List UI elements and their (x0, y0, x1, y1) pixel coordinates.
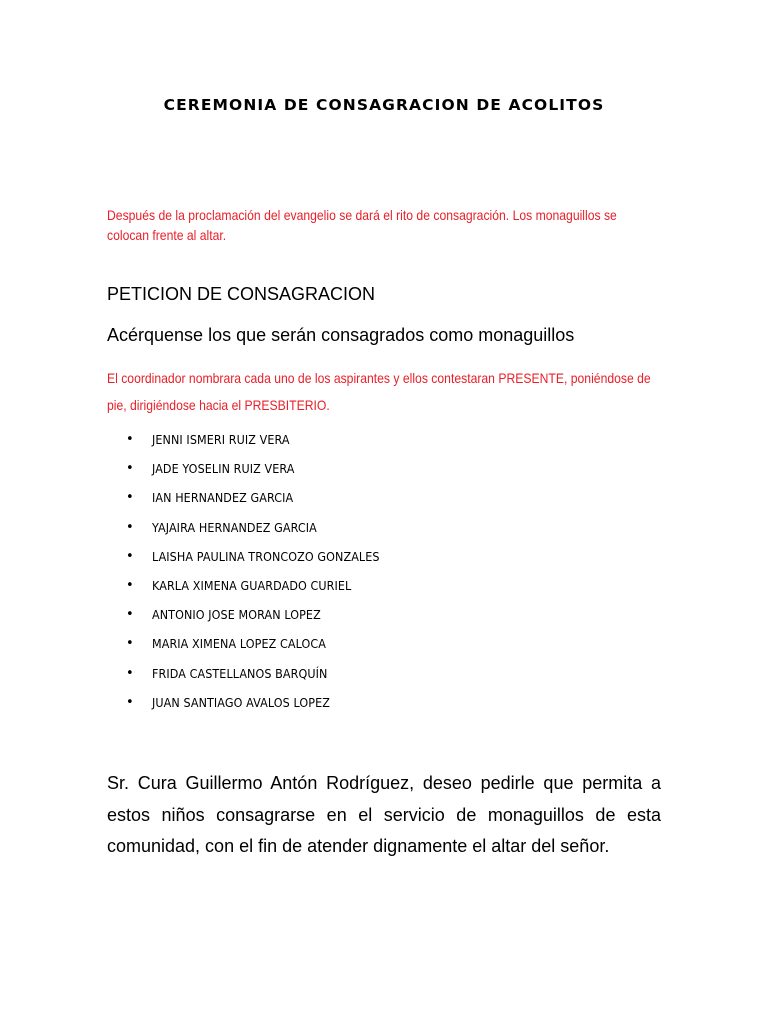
list-item (0, 485, 768, 514)
bullet-icon: • (126, 636, 134, 652)
bullet-icon: • (126, 519, 134, 535)
aspirant-name: JUAN SANTIAGO AVALOS LOPEZ (152, 695, 330, 710)
section-heading-peticion: PETICION DE CONSAGRACION (107, 284, 376, 304)
bullet-icon: • (126, 548, 134, 564)
bullet-icon: • (126, 490, 134, 506)
aspirant-name: YAJAIRA HERNANDEZ GARCIA (152, 520, 317, 535)
aspirant-name: IAN HERNANDEZ GARCIA (152, 491, 294, 506)
aspirant-name: JENNI ISMERI RUIZ VERA (152, 433, 290, 447)
rubric-instruction-coordinator: El coordinador nombrara cada uno de los aspirantes y ellos contestaran PRESENTE, poniéndose de pie, dirigiéndose hacia el PRESBITERIO. (107, 370, 651, 413)
aspirant-name: FRIDA CASTELLANOS BARQUÍN (152, 666, 328, 681)
closing-petition-paragraph: Sr. Cura Guillermo Antón Rodríguez, deseo pedirle que permita a estos niños consagrarse en el servicio de monaguillos de esta comunidad, con el fin de atender dignamente el altar del señor. (107, 773, 661, 856)
list-item (0, 602, 768, 631)
list-item (0, 427, 768, 456)
list-item (0, 573, 768, 602)
aspirant-name: JADE YOSELIN RUIZ VERA (152, 462, 295, 477)
list-item (0, 515, 768, 544)
aspirant-name: ANTONIO JOSE MORAN LOPEZ (152, 608, 321, 623)
rubric-instruction-proclamation: Después de la proclamación del evangelio se dará el rito de consagración. Los monaguillos se colocan frente al altar. (107, 207, 617, 243)
subheading-call: Acérquense los que serán consagrados como monaguillos (107, 325, 575, 345)
aspirant-name-list (0, 427, 768, 719)
list-item (0, 456, 768, 485)
aspirant-name: KARLA XIMENA GUARDADO CURIEL (152, 578, 352, 593)
aspirant-name: LAISHA PAULINA TRONCOZO GONZALES (152, 549, 380, 564)
list-item (0, 690, 768, 719)
document-title: CEREMONIA DE CONSAGRACION DE ACOLITOS (163, 96, 605, 114)
bullet-icon: • (126, 577, 134, 593)
bullet-icon: • (126, 665, 134, 681)
bullet-icon: • (126, 694, 134, 710)
bullet-icon: • (126, 461, 134, 477)
list-item (0, 661, 768, 690)
list-item (0, 544, 768, 573)
bullet-icon: • (126, 607, 134, 623)
list-item (0, 631, 768, 660)
bullet-icon: • (126, 432, 134, 447)
aspirant-name: MARIA XIMENA LOPEZ CALOCA (152, 637, 326, 652)
